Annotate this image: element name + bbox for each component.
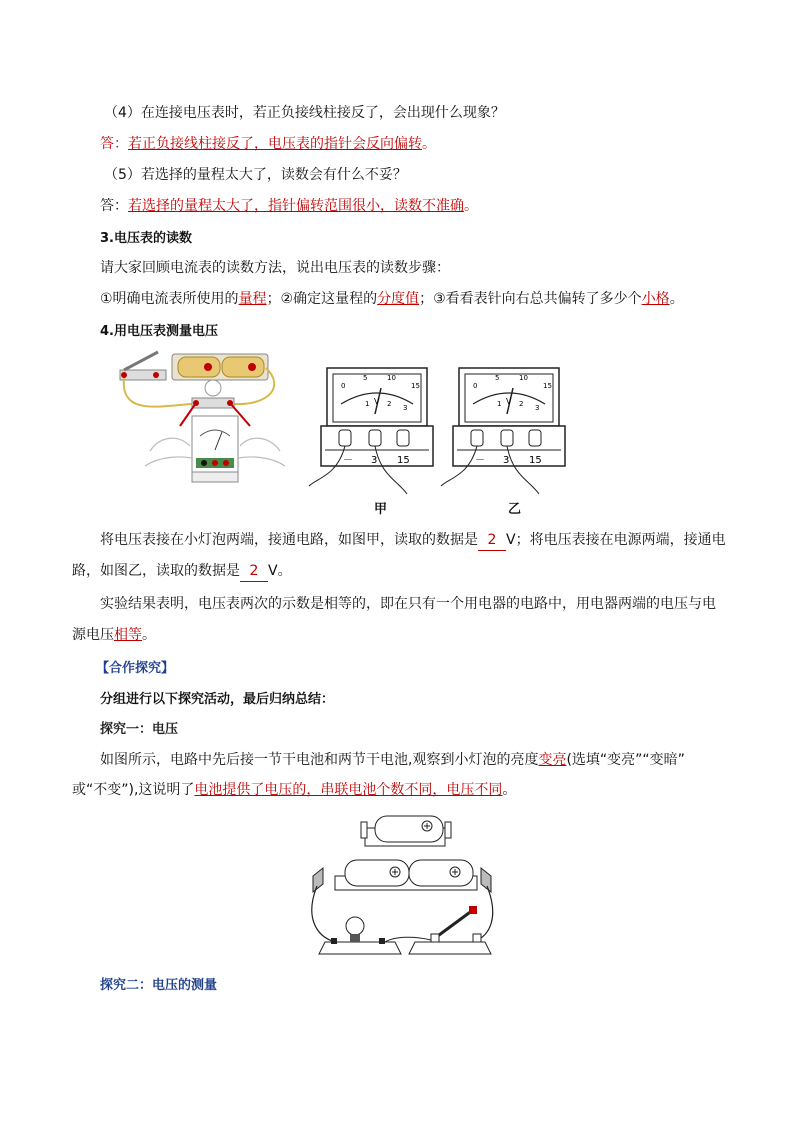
caption-a: 甲 — [374, 502, 388, 517]
unit-label: V — [506, 397, 512, 406]
key-equal: 相等 — [114, 627, 142, 643]
section-4-title: 4.用电压表测量电压 — [100, 324, 218, 339]
key-conclusion: 电池提供了电压的，串联电池个数不同，电压不同 — [194, 782, 503, 798]
section-3-intro: 请大家回顾电流表的读数方法，说出电压表的读数步骤： — [100, 260, 450, 276]
result-paragraph-line2 — [72, 625, 156, 645]
battery-circuit-diagram — [305, 806, 500, 966]
caption-b: 乙 — [508, 502, 522, 517]
voltmeter-b — [449, 366, 569, 496]
para-text: V。 — [268, 563, 292, 579]
answer-4 — [100, 134, 436, 154]
key-range: 量程 — [238, 291, 267, 307]
explore-1-title: 探究一：电压 — [100, 722, 179, 737]
para-text: V；将电压表接在电源两端，接通电 — [506, 532, 726, 548]
key-grid: 小格 — [641, 291, 670, 307]
question-5: （5）若选择的量程太大了，读数会有什么不妥？ — [104, 167, 407, 183]
step-text: 。 — [669, 291, 684, 307]
tick-label: 1 — [365, 400, 370, 408]
para-text: 。 — [142, 627, 156, 643]
tick-label: 10 — [387, 374, 396, 382]
answer-text: 若选择的量程太大了，指针偏转范围很小，读数不准确 — [128, 198, 464, 214]
terminal-label: 3 — [371, 455, 378, 466]
reading-paragraph-line1 — [100, 530, 726, 551]
key-brighter: 变亮 — [538, 752, 567, 768]
answer-end: 。 — [464, 198, 478, 214]
explore-1-line1 — [100, 750, 685, 770]
tick-label: 0 — [341, 382, 346, 390]
coop-title: 【合作探究】 — [96, 661, 175, 676]
para-text: 如图所示，电路中先后接一节干电池和两节干电池,观察到小灯泡的亮度 — [100, 752, 539, 768]
tick-label: 5 — [363, 374, 368, 382]
para-text: (选填“变亮”“变暗” — [566, 752, 685, 768]
tick-label: 5 — [495, 374, 500, 382]
terminal-label: － — [475, 455, 485, 466]
tick-label: 10 — [519, 374, 528, 382]
reading-paragraph-line2 — [72, 561, 292, 582]
step-text: ；③看看表针向右总共偏转了多少个 — [419, 291, 642, 307]
terminal-label: 15 — [529, 455, 542, 466]
section-3-title: 3.电压表的读数 — [100, 231, 192, 246]
para-text: 或“不变”),这说明了 — [72, 782, 195, 798]
tick-label: 3 — [535, 404, 540, 412]
unit-label: V — [374, 397, 380, 406]
answer-end: 。 — [422, 136, 436, 152]
step-text: ；②确定这量程的 — [266, 291, 378, 307]
para-text: 源电压 — [72, 627, 114, 643]
answer-prefix: 答： — [100, 136, 128, 152]
result-paragraph-line1: 实验结果表明，电压表两次的示数是相等的，即在只有一个用电器的电路中，用电器两端的电压与电 — [100, 596, 716, 612]
explore-1-line2 — [72, 780, 516, 800]
answer-5 — [100, 196, 478, 216]
key-division: 分度值 — [377, 291, 420, 307]
coop-intro: 分组进行以下探究活动，最后归纳总结： — [100, 692, 335, 707]
answer-prefix: 答： — [100, 198, 128, 214]
reading-b-value: 2 — [240, 561, 268, 582]
tick-label: 0 — [473, 382, 478, 390]
terminal-label: 3 — [503, 455, 510, 466]
reading-a-value: 2 — [478, 530, 506, 551]
para-text: 将电压表接在小灯泡两端，接通电路，如图甲，读取的数据是 — [100, 532, 478, 548]
tick-label: 2 — [387, 400, 392, 408]
voltmeter-a — [317, 366, 437, 496]
question-4: （4）在连接电压表时，若正负接线柱接反了，会出现什么现象？ — [104, 105, 505, 121]
tick-label: 15 — [543, 382, 552, 390]
tick-label: 3 — [403, 404, 408, 412]
tick-label: 15 — [411, 382, 420, 390]
para-text: 路，如图乙，读取的数据是 — [72, 563, 240, 579]
tick-label: 2 — [519, 400, 524, 408]
terminal-label: 15 — [397, 455, 410, 466]
explore-2-title: 探究二：电压的测量 — [100, 978, 218, 993]
circuit-with-voltmeter-illustration — [100, 346, 290, 491]
terminal-label: － — [343, 455, 353, 466]
step-text: ①明确电流表所使用的 — [100, 291, 239, 307]
tick-label: 1 — [497, 400, 502, 408]
answer-text: 若正负接线柱接反了，电压表的指针会反向偏转 — [128, 136, 422, 152]
para-text: 。 — [502, 782, 517, 798]
section-3-steps — [100, 289, 684, 309]
